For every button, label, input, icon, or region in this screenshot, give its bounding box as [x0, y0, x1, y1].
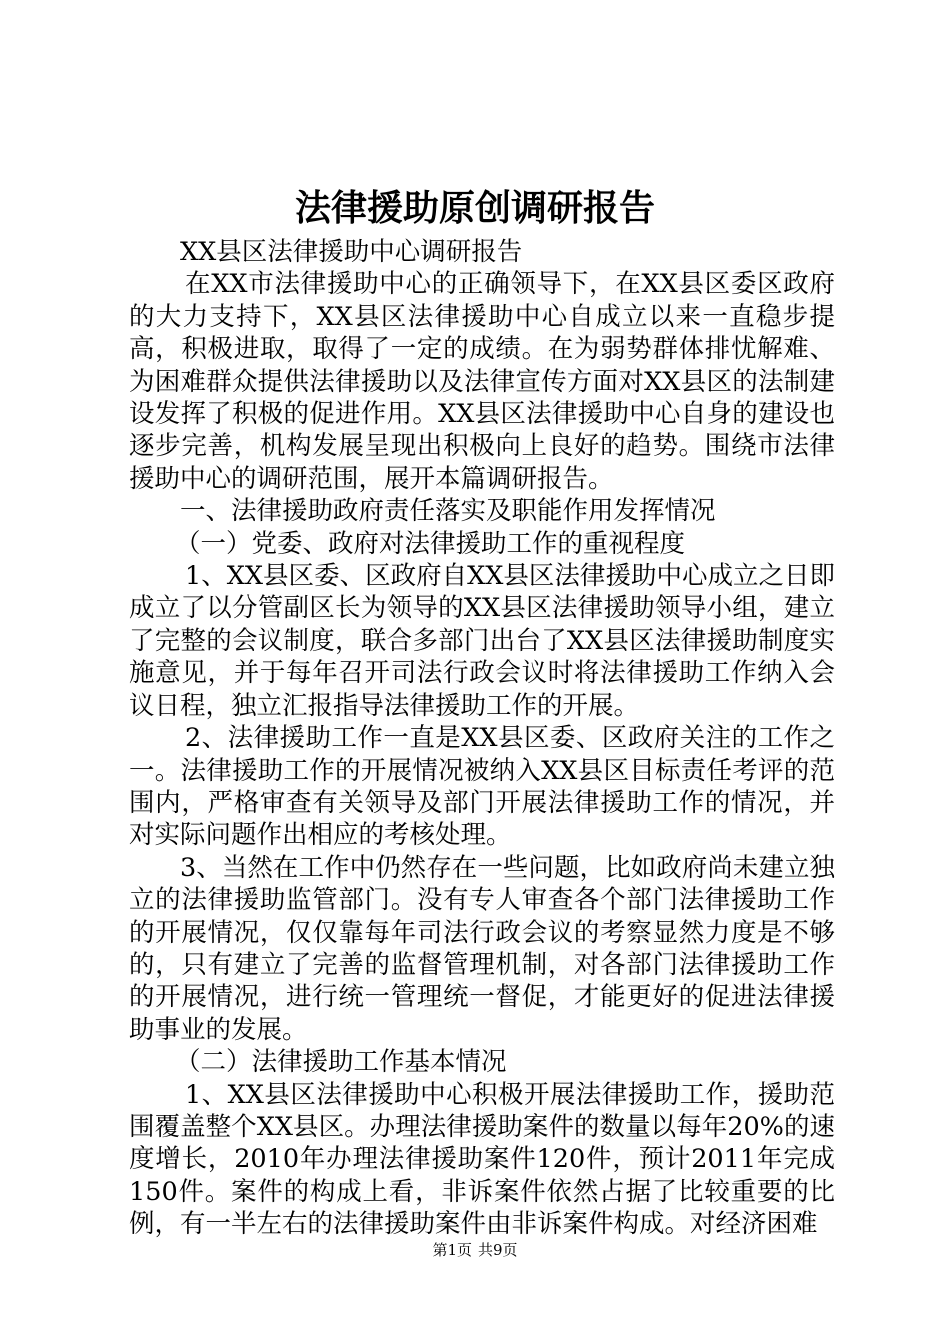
page-total: 共9页: [478, 1241, 518, 1259]
paragraph-item-3: 3、当然在工作中仍然存在一些问题，比如政府尚未建立独立的法律援助监管部门。没有专人审查各个部门法律援助工作的开展情况，仅仅靠每年司法行政会议的考察显然力度是不够的，只有建立了完善的监督管理机制，对各部门法律援助工作的开展情况，进行统一管理统一督促，才能更好的促进法律援助事业的发展。: [129, 852, 835, 1045]
paragraph-item-1: 1、XX县区委、区政府自XX县区法律援助中心成立之日即成立了以分管副区长为领导的XX县区法律援助领导小组，建立了完整的会议制度，联合多部门出台了XX县区法律援助制度实施意见，并于每年召开司法行政会议时将法律援助工作纳入会议日程，独立汇报指导法律援助工作的开展。: [129, 561, 835, 721]
paragraph-item-2: 2、法律援助工作一直是XX县区委、区政府关注的工作之一。法律援助工作的开展情况被纳入XX县区目标责任考评的范围内，严格审查有关领导及部门开展法律援助工作的情况，并对实际问题作出相应的考核处理。: [129, 723, 835, 851]
paragraph-item-4: 1、XX县区法律援助中心积极开展法律援助工作，援助范围覆盖整个XX县区。办理法律援助案件的数量以每年20%的速度增长，2010年办理法律援助案件120件，预计2011年完成150件。案件的构成上看，非诉案件依然占据了比较重要的比例，有一半左右的法律援助案件由非诉案件构成。对经济困难: [129, 1079, 835, 1240]
paragraph-subtitle: XX县区法律援助中心调研报告: [180, 237, 523, 267]
document-body: [129, 236, 835, 1241]
document-title: 法律援助原创调研报告: [294, 187, 655, 229]
subsection-heading-1: （一）党委、政府对法律援助工作的重视程度: [175, 528, 686, 559]
paragraph-intro: 在XX市法律援助中心的正确领导下，在XX县区委区政府的大力支持下，XX县区法律援助中心自成立以来一直稳步提高，积极进取，取得了一定的成绩。在为弱势群体排忧解难、为困难群众提供法律援助以及法律宣传方面对XX县区的法制建设发挥了积极的促进作用。XX县区法律援助中心自身的建设也逐步完善，机构发展呈现出积极向上良好的趋势。围绕市法律援助中心的调研范围，展开本篇调研报告。: [129, 269, 835, 494]
subsection-heading-2: （二）法律援助工作基本情况: [175, 1047, 507, 1078]
section-heading-1: 一、法律援助政府责任落实及职能作用发挥情况: [180, 496, 716, 527]
page-footer: [0, 1239, 950, 1261]
page-number: 第1页: [432, 1241, 472, 1259]
